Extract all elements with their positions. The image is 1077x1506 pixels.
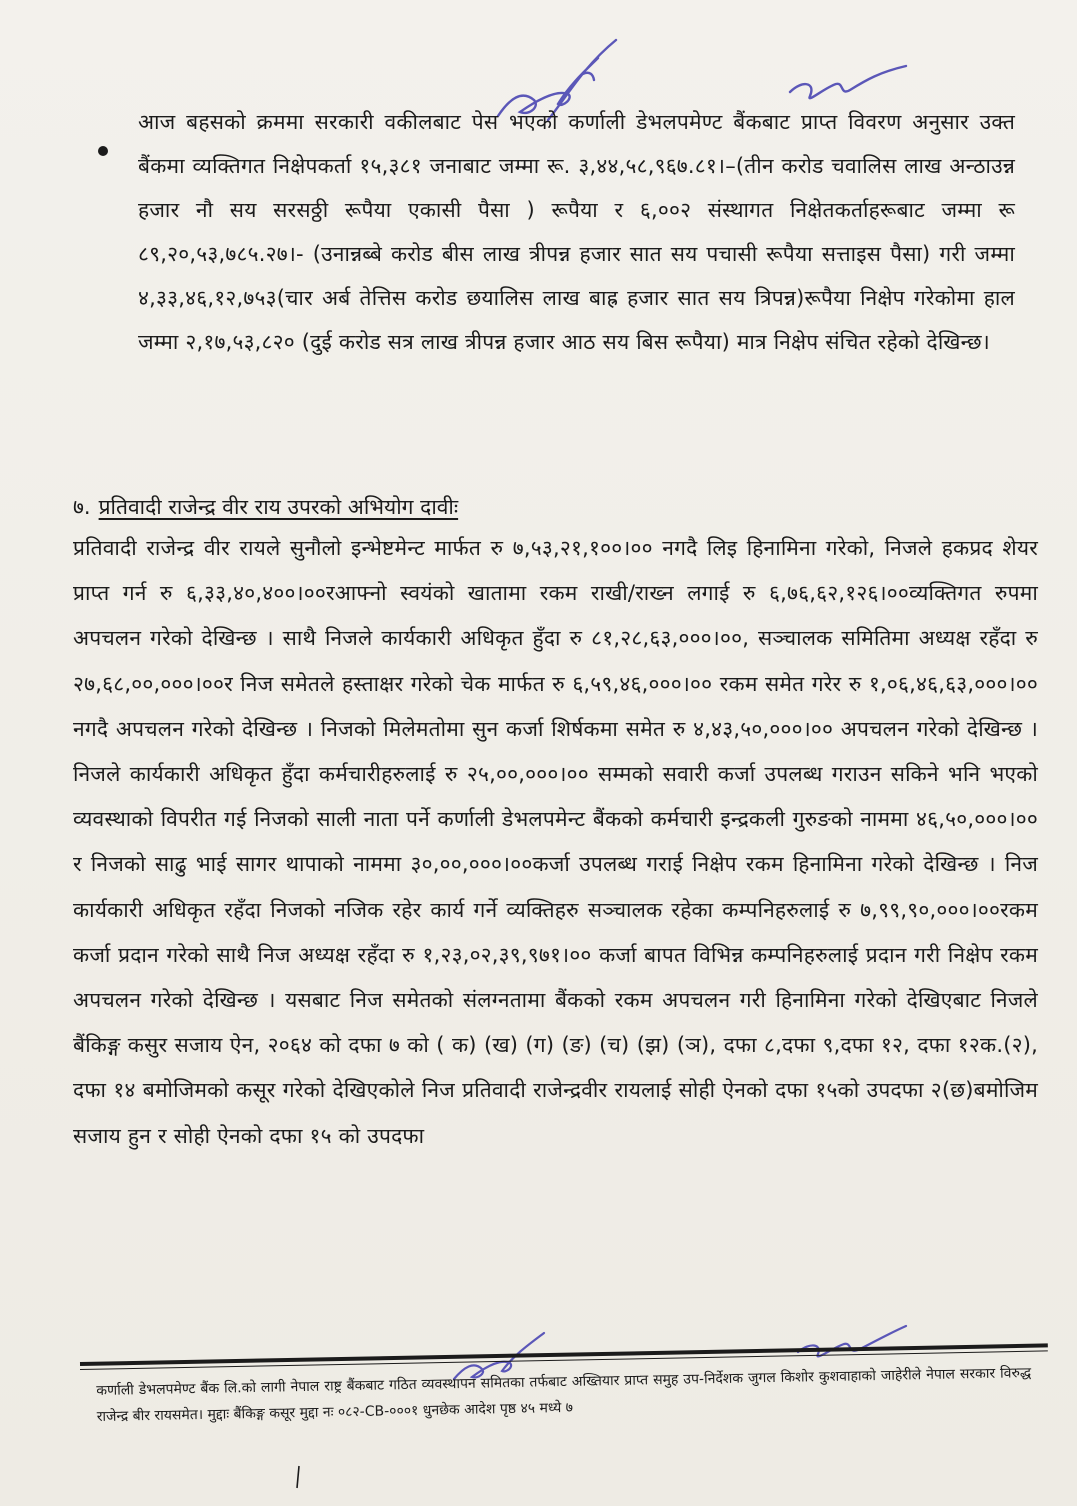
section-number: ७.	[73, 495, 91, 519]
bullet-icon	[98, 146, 108, 156]
bullet-paragraph: आज बहसको क्रममा सरकारी वकीलबाट पेस भएको कर्णाली डेभलपमेण्ट बैंकबाट प्राप्त विवरण अनुसार उक्त बैंकमा व्यक्तिगत निक्षेपकर्ता १५,३८१ जनाबाट जम्मा रू. ३,४४,५८,९६७.८१।–(तीन करोड चवालिस लाख अन्ठाउन्न हजार नौ सय सरसठ्ठी रूपैया एकासी पैसा ) रूपैया र ६,००२ संस्थागत निक्षेतकर्ताहरूबाट जम्मा रू ८९,२०,५३,७८५.२७।- (उनान्नब्बे करोड बीस लाख त्रीपन्न हजार सात सय पचासी रूपैया सत्ताइस पैसा) गरी जम्मा ४,३३,४६,१२,७५३(चार अर्ब तेत्तिस करोड छयालिस लाख बाह्र हजार सात सय त्रिपन्न)रूपैया निक्षेप गरेकोमा हाल जम्मा २,१७,५३,८२० (दुई करोड सत्र लाख त्रीपन्न हजार आठ सय बिस रूपैया) मात्र निक्षेप संचित रहेको देखिन्छ।	[138, 110, 1015, 354]
footer-text: कर्णाली डेभलपमेण्ट बैंक लि.को लागी नेपाल राष्ट्र बैंकबाट गठित व्यवस्थापन समितका तर्फबाट अख्तियार प्राप्त समुह उप-निर्देशक जुगल किशोर कुशवाहाको जाहेरीले नेपाल सरकार विरुद्ध राजेन्द्र बीर रायसमेत। मुद्दाः बैंकिङ्ग कसूर मुद्दा नः ०८२-CB-०००१ धुनछेक आदेश पृष्ठ ४५ मध्ये ७	[96, 1365, 1032, 1425]
bullet-item	[100, 100, 1015, 364]
stray-pen-mark	[295, 1465, 301, 1489]
main-paragraph: प्रतिवादी राजेन्द्र वीर रायले सुनौलो इन्भेष्टमेन्ट मार्फत रु ७,५३,२१,१००।०० नगदै लिइ हिनामिना गरेको, निजले हकप्रद शेयर प्राप्त गर्न रु ६,३३,४०,४००।००रआफ्नो स्वयंको खातामा रकम राखी/राख्न लगाई रु ६,७६,६२,१२६।००व्यक्तिगत रुपमा अपचलन गरेको देखिन्छ । साथै निजले कार्यकारी अधिकृत हुँदा रु ८१,२८,६३,०००।००, सञ्चालक समितिमा अध्यक्ष रहँदा रु २७,६८,००,०००।००र निज समेतले हस्ताक्षर गरेको चेक मार्फत रु ६,५९,४६,०००।०० रकम समेत गरेर रु १,०६,४६,६३,०००।०० नगदै अपचलन गरेको देखिन्छ । निजको मिलेमतोमा सुन कर्जा शिर्षकमा समेत रु ४,४३,५०,०००।०० अपचलन गरेको देखिन्छ । निजले कार्यकारी अधिकृत हुँदा कर्मचारीहरुलाई रु २५,००,०००।०० सम्मको सवारी कर्जा उपलब्ध गराउन सकिने भनि भएको व्यवस्थाको विपरीत गई निजको साली नाता पर्ने कर्णाली डेभलपमेन्ट बैंकको कर्मचारी इन्द्रकली गुरुङको नाममा ४६,५०,०००।०० र निजको साढु भाई सागर थापाको नाममा ३०,००,०००।००कर्जा उपलब्ध गराई निक्षेप रकम हिनामिना गरेको देखिन्छ । निज कार्यकारी अधिकृत रहँदा निजको नजिक रहेर कार्य गर्ने व्यक्तिहरु सञ्चालक रहेका कम्पनिहरुलाई रु ७,९९,९०,०००।००रकम कर्जा प्रदान गरेको साथै निज अध्यक्ष रहँदा रु १,२३,०२,३९,९७१।०० कर्जा बापत विभिन्न कम्पनिहरुलाई प्रदान गरी निक्षेप रकम अपचलन गरेको देखिन्छ । यसबाट निज समेतको संलग्नतामा बैंकको रकम अपचलन गरी हिनामिना गरेको देखिएबाट निजले बैंकिङ्ग कसुर सजाय ऐन, २०६४ को दफा ७ को ( क) (ख) (ग) (ङ) (च) (झ) (ञ), दफा ८,दफा ९,दफा १२, दफा १२क.(२), दफा १४ बमोजिमको कसूर गरेको देखिएकोले निज प्रतिवादी राजेन्द्रवीर रायलाई सोही ऐनको दफा १५को उपदफा २(छ)बमोजिम सजाय हुन र सोही ऐनको दफा १५ को उपदफा	[73, 536, 1038, 1148]
section-title: प्रतिवादी राजेन्द्र वीर राय उपरको अभियोग दावीः	[98, 495, 459, 519]
section-heading	[73, 490, 458, 524]
footer-signature-mark	[790, 1318, 910, 1368]
